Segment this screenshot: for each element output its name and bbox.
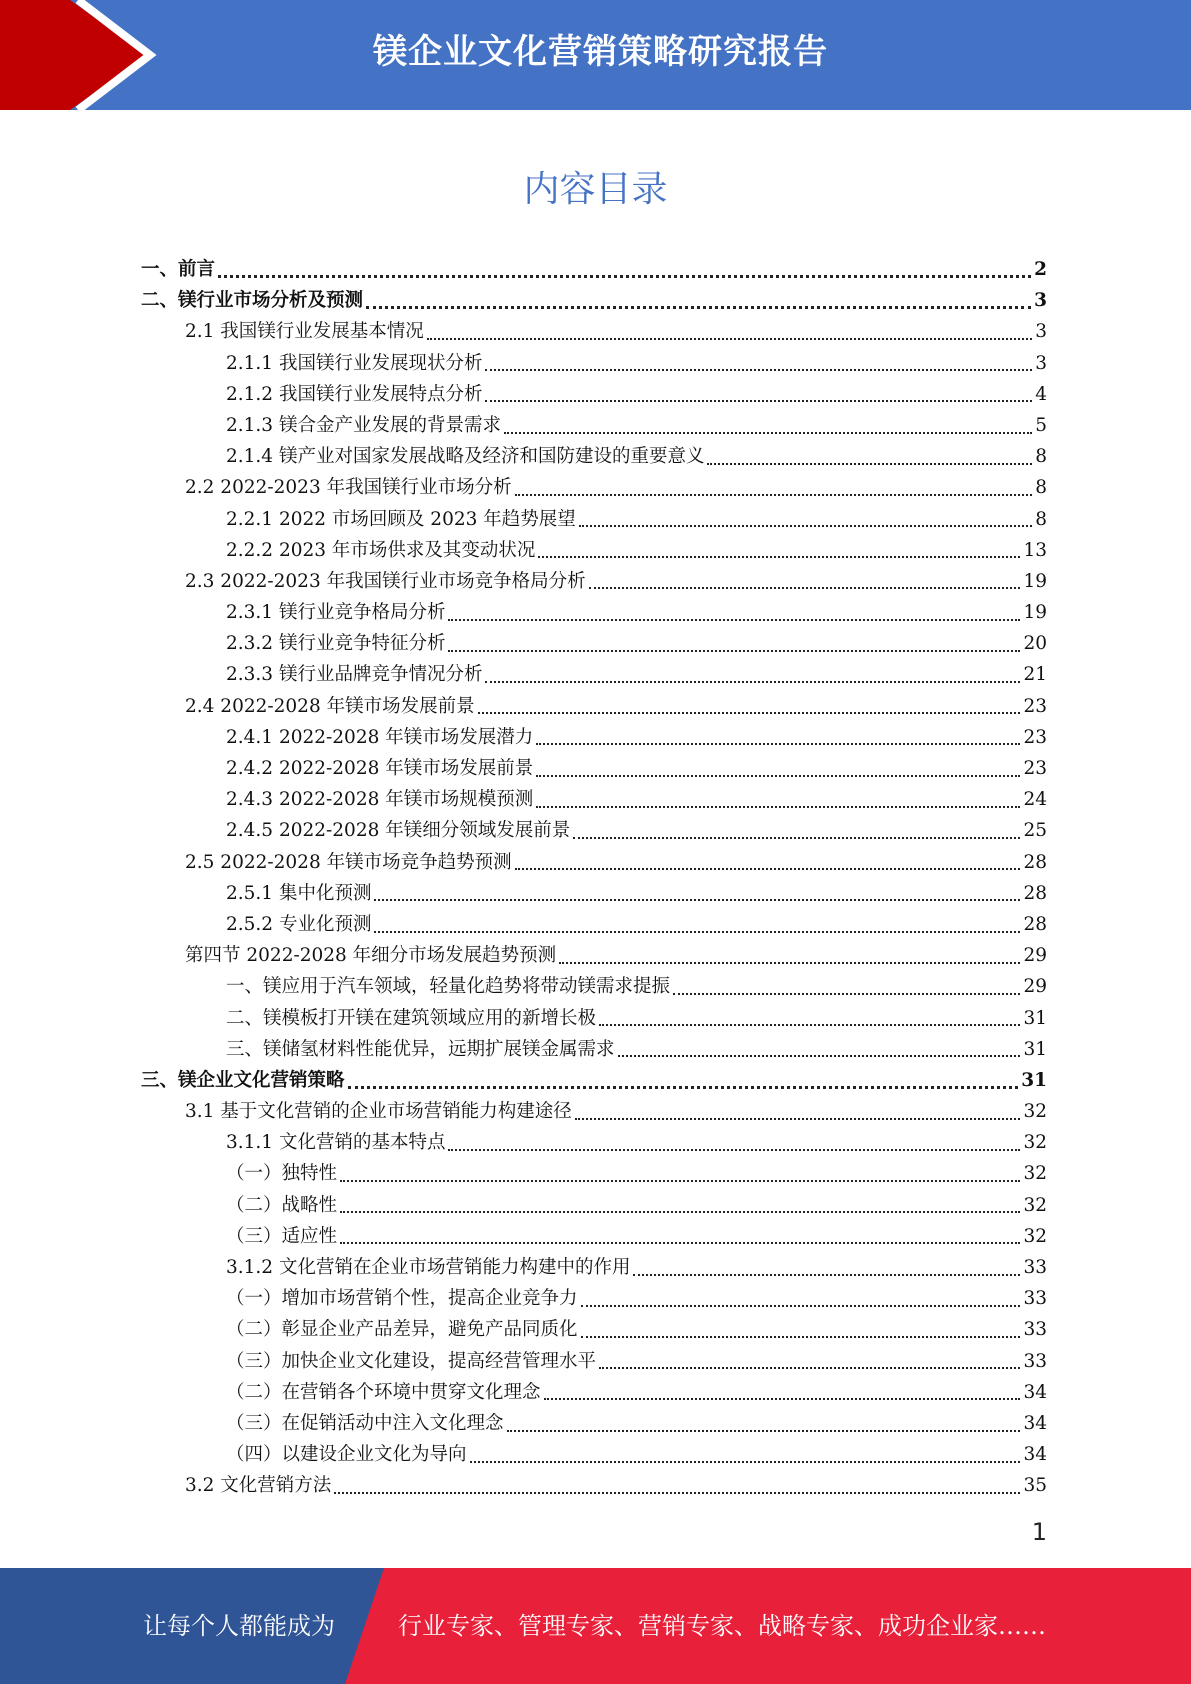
- toc-entry[interactable]: [141, 1127, 1047, 1158]
- toc-dot-leader: [507, 1430, 1021, 1432]
- toc-entry[interactable]: [141, 1470, 1047, 1501]
- toc-dot-leader: [515, 494, 1033, 496]
- toc-dot-leader: [581, 1305, 1021, 1307]
- report-header: [0, 0, 1191, 110]
- toc-entry[interactable]: [141, 441, 1047, 472]
- toc-entry-page: 8: [1035, 446, 1047, 468]
- toc-entry[interactable]: [141, 1377, 1047, 1408]
- toc-entry[interactable]: [141, 1408, 1047, 1439]
- toc-entry-title: 2.2 2022-2023 年我国镁行业市场分析: [185, 477, 512, 499]
- toc-entry-title: 第四节 2022-2028 年细分市场发展趋势预测: [185, 945, 557, 967]
- toc-entry-title: （一）增加市场营销个性，提高企业竞争力: [226, 1288, 578, 1310]
- toc-entry-page: 25: [1023, 820, 1047, 842]
- toc-entry-title: （一）独特性: [226, 1163, 338, 1185]
- toc-entry[interactable]: [141, 410, 1047, 441]
- toc-dot-leader: [633, 1274, 1020, 1276]
- toc-dot-leader: [573, 837, 1020, 839]
- toc-entry-page: 20: [1023, 633, 1047, 655]
- toc-dot-leader: [599, 1024, 1020, 1026]
- toc-entry-page: 8: [1035, 508, 1047, 530]
- toc-entry-title: （三）适应性: [226, 1225, 338, 1247]
- toc-entry-title: 2.1.3 镁合金产业发展的背景需求: [226, 414, 501, 436]
- toc-dot-leader: [218, 275, 1031, 278]
- toc-dot-leader: [427, 338, 1032, 340]
- toc-entry-page: 2: [1034, 259, 1047, 280]
- toc-entry-title: 3.1 基于文化营销的企业市场营销能力构建途径: [185, 1101, 572, 1123]
- report-footer: [0, 1568, 1191, 1684]
- toc-dot-leader: [589, 587, 1021, 589]
- toc-entry-page: 32: [1023, 1132, 1047, 1154]
- toc-dot-leader: [536, 743, 1020, 745]
- toc-dot-leader: [366, 306, 1031, 309]
- toc-entry-title: 3.2 文化营销方法: [185, 1475, 332, 1497]
- toc-entry[interactable]: [141, 691, 1047, 722]
- toc-entry-title: （二）在营销各个环境中贯穿文化理念: [226, 1381, 541, 1403]
- toc-dot-leader: [478, 712, 1021, 714]
- toc-entry-page: 19: [1023, 570, 1047, 592]
- toc-entry-page: 34: [1023, 1381, 1047, 1403]
- toc-entry-title: （四）以建设企业文化为导向: [226, 1444, 467, 1466]
- toc-entry-title: 一、镁应用于汽车领域，轻量化趋势将带动镁需求提振: [226, 976, 671, 998]
- toc-dot-leader: [348, 1086, 1019, 1089]
- toc-entry[interactable]: [141, 753, 1047, 784]
- toc-entry-page: 24: [1023, 789, 1047, 811]
- toc-entry[interactable]: [141, 659, 1047, 690]
- toc-entry-title: 三、镁企业文化营销策略: [141, 1069, 345, 1091]
- toc-entry-title: （三）在促销活动中注入文化理念: [226, 1412, 504, 1434]
- toc-dot-leader: [340, 1242, 1020, 1244]
- toc-entry[interactable]: [141, 1065, 1047, 1096]
- toc-entry-page: 4: [1035, 383, 1047, 405]
- toc-dot-leader: [673, 993, 1020, 995]
- toc-entry-title: 2.3 2022-2023 年我国镁行业市场竞争格局分析: [185, 570, 586, 592]
- toc-entry-title: 2.2.2 2023 年市场供求及其变动状况: [226, 539, 536, 561]
- toc-entry-page: 28: [1023, 851, 1047, 873]
- toc-entry-title: 2.2.1 2022 市场回顾及 2023 年趋势展望: [226, 508, 576, 530]
- toc-entry[interactable]: [141, 535, 1047, 566]
- toc-entry[interactable]: [141, 1346, 1047, 1377]
- toc-entry-title: 3.1.1 文化营销的基本特点: [226, 1132, 446, 1154]
- toc-entry[interactable]: [141, 1158, 1047, 1189]
- toc-entry-title: 2.4.2 2022-2028 年镁市场发展前景: [226, 758, 534, 779]
- toc-entry[interactable]: [141, 316, 1047, 347]
- toc-entry-title: 一、前言: [141, 259, 216, 280]
- footer-slogan-right: 行业专家、管理专家、营销专家、战略专家、成功企业家……: [398, 1612, 1046, 1640]
- toc-entry[interactable]: [141, 1252, 1047, 1283]
- toc-entry-page: 32: [1023, 1194, 1047, 1216]
- toc-entry-page: 19: [1023, 602, 1047, 624]
- footer-slogan-left: 让每个人都能成为: [143, 1612, 335, 1640]
- toc-entry-page: 23: [1023, 758, 1047, 779]
- toc-entry-page: 3: [1035, 321, 1047, 343]
- toc-entry-page: 3: [1035, 352, 1047, 374]
- toc-entry-page: 33: [1023, 1288, 1047, 1310]
- toc-entry-page: 28: [1023, 913, 1047, 935]
- toc-entry-title: 2.1.2 我国镁行业发展特点分析: [226, 383, 483, 405]
- toc-entry-page: 34: [1023, 1444, 1047, 1466]
- toc-dot-leader: [340, 1180, 1020, 1182]
- toc-entry[interactable]: [141, 815, 1047, 846]
- toc-entry-title: 2.5 2022-2028 年镁市场竞争趋势预测: [185, 851, 512, 873]
- toc-entry[interactable]: [141, 472, 1047, 503]
- toc-dot-leader: [575, 1118, 1021, 1120]
- toc-dot-leader: [448, 1149, 1020, 1151]
- toc-entry[interactable]: [141, 285, 1047, 316]
- toc-entry-title: 2.4.3 2022-2028 年镁市场规模预测: [226, 789, 534, 811]
- toc-entry[interactable]: [141, 847, 1047, 878]
- toc-entry[interactable]: [141, 566, 1047, 597]
- toc-entry-page: 31: [1023, 1038, 1047, 1060]
- toc-entry[interactable]: [141, 597, 1047, 628]
- toc-entry[interactable]: [141, 940, 1047, 971]
- toc-entry-page: 32: [1023, 1101, 1047, 1123]
- toc-entry-page: 3: [1034, 290, 1047, 312]
- toc-entry-page: 32: [1023, 1225, 1047, 1247]
- toc-dot-leader: [538, 556, 1020, 558]
- toc-entry-page: 34: [1023, 1412, 1047, 1434]
- page-number: 1: [1031, 1518, 1047, 1546]
- report-title: 镁企业文化营销策略研究报告: [373, 32, 828, 72]
- toc-entry[interactable]: [141, 1003, 1047, 1034]
- toc-entry-page: 8: [1035, 477, 1047, 499]
- toc-dot-leader: [448, 650, 1020, 652]
- toc-dot-leader: [374, 931, 1020, 933]
- toc-dot-leader: [485, 400, 1032, 402]
- toc-entry-title: 2.4.5 2022-2028 年镁细分领域发展前景: [226, 820, 571, 842]
- toc-dot-leader: [544, 1398, 1021, 1400]
- toc-entry[interactable]: [141, 504, 1047, 535]
- toc-dot-leader: [599, 1367, 1020, 1369]
- toc-entry-title: 2.5.1 集中化预测: [226, 882, 372, 904]
- toc-entry[interactable]: [141, 348, 1047, 379]
- toc-entry[interactable]: [141, 379, 1047, 410]
- toc-entry-title: 三、镁储氢材料性能优异，远期扩展镁金属需求: [226, 1038, 615, 1060]
- toc-dot-leader: [559, 962, 1020, 964]
- toc-entry-title: 2.3.2 镁行业竞争特征分析: [226, 633, 446, 655]
- toc-dot-leader: [485, 681, 1020, 683]
- toc-entry[interactable]: [141, 628, 1047, 659]
- toc-entry[interactable]: [141, 971, 1047, 1002]
- toc-entry[interactable]: [141, 254, 1047, 285]
- toc-entry-title: 2.1.4 镁产业对国家发展战略及经济和国防建设的重要意义: [226, 446, 705, 468]
- toc-dot-leader: [504, 432, 1032, 434]
- toc-entry-page: 32: [1023, 1163, 1047, 1185]
- toc-entry-title: （二）战略性: [226, 1194, 338, 1216]
- toc-heading: 内容目录: [523, 169, 668, 210]
- toc-entry-title: 2.1.1 我国镁行业发展现状分析: [226, 352, 483, 374]
- toc-dot-leader: [579, 525, 1032, 527]
- toc-dot-leader: [707, 463, 1032, 465]
- toc-entry[interactable]: [141, 1034, 1047, 1065]
- toc-entry-title: 2.4 2022-2028 年镁市场发展前景: [185, 695, 475, 717]
- toc-entry[interactable]: [141, 878, 1047, 909]
- toc-entry-title: 二、镁行业市场分析及预测: [141, 290, 364, 312]
- toc-dot-leader: [536, 806, 1020, 808]
- toc-entry[interactable]: [141, 1190, 1047, 1221]
- toc-entry-title: 2.5.2 专业化预测: [226, 913, 372, 935]
- toc-entry-title: 2.3.1 镁行业竞争格局分析: [226, 602, 446, 624]
- toc-entry-title: 二、镁模板打开镁在建筑领域应用的新增长极: [226, 1007, 597, 1029]
- toc-entry-page: 35: [1023, 1475, 1047, 1497]
- table-of-contents: [141, 254, 1047, 1502]
- toc-dot-leader: [536, 775, 1020, 777]
- toc-entry[interactable]: [141, 784, 1047, 815]
- toc-entry-page: 29: [1023, 976, 1047, 998]
- toc-entry-page: 33: [1023, 1350, 1047, 1372]
- toc-entry-page: 21: [1023, 664, 1047, 686]
- toc-entry-page: 31: [1023, 1007, 1047, 1029]
- toc-dot-leader: [374, 899, 1020, 901]
- toc-dot-leader: [515, 868, 1021, 870]
- toc-entry-page: 13: [1023, 539, 1047, 561]
- toc-entry[interactable]: [141, 909, 1047, 940]
- toc-entry-title: （二）彰显企业产品差异，避免产品同质化: [226, 1319, 578, 1341]
- toc-entry-title: 2.3.3 镁行业品牌竞争情况分析: [226, 664, 483, 686]
- toc-entry-title: 2.4.1 2022-2028 年镁市场发展潜力: [226, 726, 534, 748]
- toc-entry[interactable]: [141, 1221, 1047, 1252]
- toc-entry-page: 31: [1021, 1069, 1047, 1091]
- toc-dot-leader: [334, 1492, 1020, 1494]
- toc-entry[interactable]: [141, 1439, 1047, 1470]
- toc-entry[interactable]: [141, 1096, 1047, 1127]
- toc-dot-leader: [485, 369, 1032, 371]
- toc-entry[interactable]: [141, 1283, 1047, 1314]
- toc-entry-title: 3.1.2 文化营销在企业市场营销能力构建中的作用: [226, 1257, 631, 1278]
- toc-entry-page: 28: [1023, 882, 1047, 904]
- toc-dot-leader: [470, 1461, 1021, 1463]
- toc-entry-title: （三）加快企业文化建设，提高经营管理水平: [226, 1350, 597, 1372]
- toc-entry-page: 33: [1023, 1319, 1047, 1341]
- toc-dot-leader: [618, 1055, 1021, 1057]
- toc-entry-page: 23: [1023, 726, 1047, 748]
- toc-entry-page: 23: [1023, 695, 1047, 717]
- toc-entry-title: 2.1 我国镁行业发展基本情况: [185, 321, 424, 343]
- toc-entry[interactable]: [141, 1314, 1047, 1345]
- toc-entry-page: 33: [1023, 1257, 1047, 1278]
- toc-dot-leader: [448, 619, 1020, 621]
- toc-entry[interactable]: [141, 722, 1047, 753]
- toc-entry-page: 5: [1035, 414, 1047, 436]
- toc-entry-page: 29: [1023, 945, 1047, 967]
- toc-dot-leader: [340, 1211, 1020, 1213]
- toc-dot-leader: [581, 1336, 1021, 1338]
